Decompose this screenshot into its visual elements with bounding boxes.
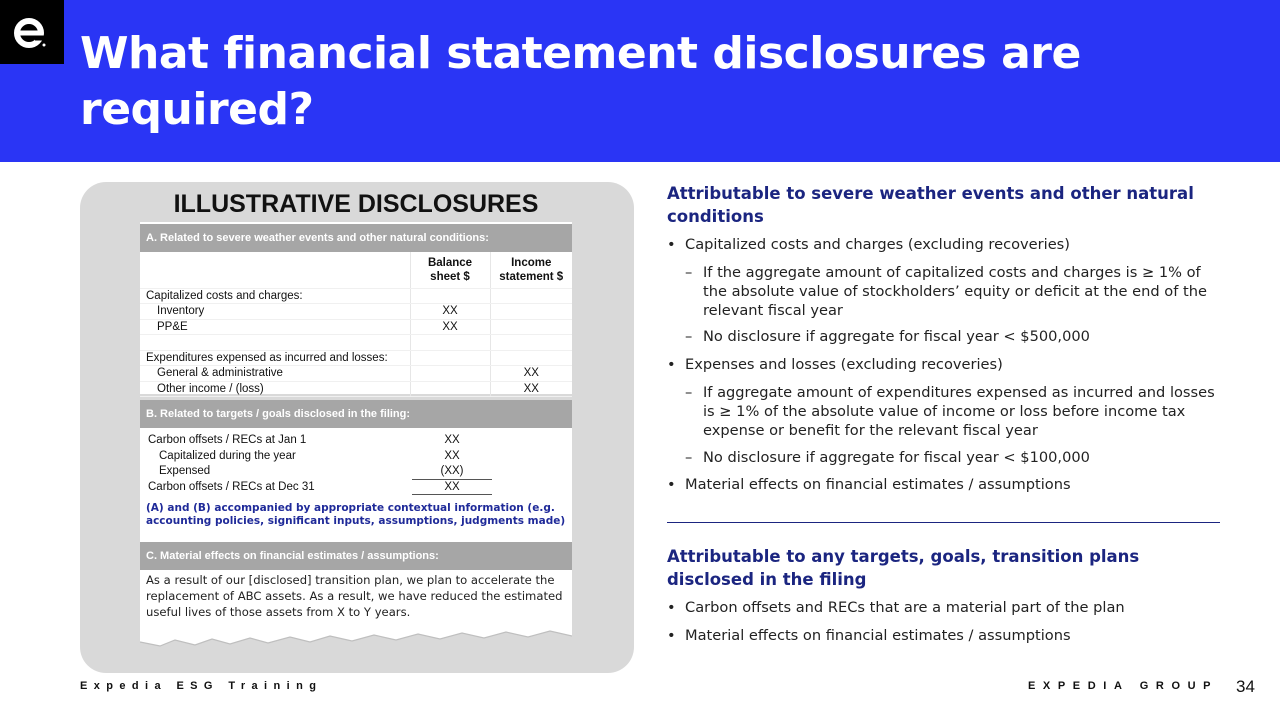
row-balance — [410, 350, 490, 366]
row-label: Inventory — [140, 304, 410, 320]
footer-training-label: Expedia ESG Training — [80, 680, 323, 692]
bullet-text: Expenses and losses (excluding recoveries) — [685, 356, 1003, 373]
bullet-icon: • — [667, 599, 676, 616]
table-row — [146, 463, 492, 479]
row-value: (XX) — [440, 464, 464, 477]
bullet-icon: • — [667, 627, 676, 644]
row-income — [490, 304, 572, 320]
section-c-text: As a result of our [disclosed] transition plan, we plan to accelerate the replacement of ABC assets. As a result, we have reduced the estimated useful lives of those assets from X to Y years. — [146, 573, 563, 619]
bullet-icon: • — [667, 236, 676, 253]
table-row — [140, 366, 572, 382]
dash-icon: – — [685, 264, 693, 281]
row-label: Capitalized during the year — [159, 449, 296, 462]
row-label: General & administrative — [140, 366, 410, 382]
row-income: XX — [490, 381, 572, 397]
sub-bullet-text: If the aggregate amount of capitalized costs and charges is ≥ 1% of the absolute value of stockholders’ equity or deficit at the end of the relevant fiscal year — [703, 264, 1207, 319]
section-b-header: B. Related to targets / goals disclosed in the filing: — [140, 400, 572, 428]
torn-edge-decoration — [140, 622, 572, 662]
table-row — [146, 479, 492, 495]
row-label: Carbon offsets / RECs at Dec 31 — [148, 480, 315, 493]
bullet-item — [667, 355, 1227, 374]
bullet-item — [667, 235, 1227, 254]
page-number: 34 — [1236, 677, 1255, 696]
table-header-row — [140, 252, 572, 288]
col-income-statement: Income statement $ — [490, 252, 572, 288]
bullet-item — [667, 598, 1227, 617]
sub-bullet-item — [685, 383, 1215, 440]
heading-targets-goals: Attributable to any targets, goals, transition plans disclosed in the filing — [667, 547, 1140, 589]
row-label: PP&E — [140, 319, 410, 335]
row-label: Capitalized costs and charges: — [140, 288, 410, 304]
table-row — [146, 432, 492, 448]
expedia-e-logo-icon — [14, 16, 50, 50]
table-header-empty — [140, 252, 410, 288]
section-c-header: C. Material effects on financial estimates / assumptions: — [140, 542, 572, 570]
dash-icon: – — [685, 449, 693, 466]
row-balance — [410, 288, 490, 304]
sub-bullet-item — [685, 327, 1215, 346]
row-value: XX — [412, 479, 492, 495]
dash-icon: – — [685, 384, 693, 401]
table-row — [140, 319, 572, 335]
carbon-offset-rollforward — [146, 432, 492, 495]
table-row — [140, 335, 572, 351]
logo — [0, 0, 64, 64]
section-divider — [667, 522, 1220, 523]
bullet-text: Material effects on financial estimates / assumptions — [685, 627, 1071, 644]
row-balance — [410, 335, 490, 351]
row-label: Carbon offsets / RECs at Jan 1 — [148, 433, 307, 446]
table-row — [140, 381, 572, 397]
row-value: XX — [444, 433, 460, 446]
row-balance — [410, 381, 490, 397]
bullet-text: Material effects on financial estimates / assumptions — [685, 476, 1071, 493]
row-income — [490, 319, 572, 335]
row-label: Expensed — [159, 465, 211, 478]
row-label: Other income / (loss) — [140, 381, 410, 397]
row-balance: XX — [410, 319, 490, 335]
title-banner — [0, 0, 1280, 162]
row-label: Expenditures expensed as incurred and losses: — [140, 350, 410, 366]
section-a-header: A. Related to severe weather events and other natural conditions: — [140, 224, 572, 252]
table-row — [140, 288, 572, 304]
bullet-text: Carbon offsets and RECs that are a material part of the plan — [685, 599, 1125, 616]
heading-weather-events: Attributable to severe weather events and other natural conditions — [667, 184, 1194, 226]
bullet-icon: • — [667, 476, 676, 493]
sub-bullet-item — [685, 448, 1215, 467]
table-row — [146, 448, 492, 464]
sub-bullet-item — [685, 263, 1215, 320]
sub-bullet-text: No disclosure if aggregate for fiscal year < $100,000 — [703, 449, 1090, 466]
row-income: XX — [490, 366, 572, 382]
col-balance-sheet: Balance sheet $ — [410, 252, 490, 288]
page-title: What financial statement disclosures are required? — [80, 28, 1081, 135]
contextual-info-note: (A) and (B) accompanied by appropriate contextual information (e.g. accounting policies, significant inputs, assumptions, judgments made) — [146, 502, 566, 527]
row-income — [490, 288, 572, 304]
sub-bullet-text: If aggregate amount of expenditures expensed as incurred and losses is ≥ 1% of the absolute value of income or loss before income tax expense or benefit for the relevant fiscal year — [703, 384, 1215, 439]
table-row — [140, 304, 572, 320]
table-row — [140, 350, 572, 366]
row-value: XX — [444, 449, 460, 462]
row-balance — [410, 366, 490, 382]
section-a-table — [140, 252, 572, 397]
row-income — [490, 335, 572, 351]
footer-brand: EXPEDIA GROUP — [1028, 680, 1219, 692]
bullet-item — [667, 475, 1227, 494]
bullet-icon: • — [667, 356, 676, 373]
bullet-item — [667, 626, 1227, 645]
bullet-text: Capitalized costs and charges (excluding recoveries) — [685, 236, 1070, 253]
row-income — [490, 350, 572, 366]
panel-title: ILLUSTRATIVE DISCLOSURES — [173, 190, 539, 218]
dash-icon: – — [685, 328, 693, 345]
sub-bullet-text: No disclosure if aggregate for fiscal year < $500,000 — [703, 328, 1090, 345]
row-label — [140, 335, 410, 351]
row-balance: XX — [410, 304, 490, 320]
